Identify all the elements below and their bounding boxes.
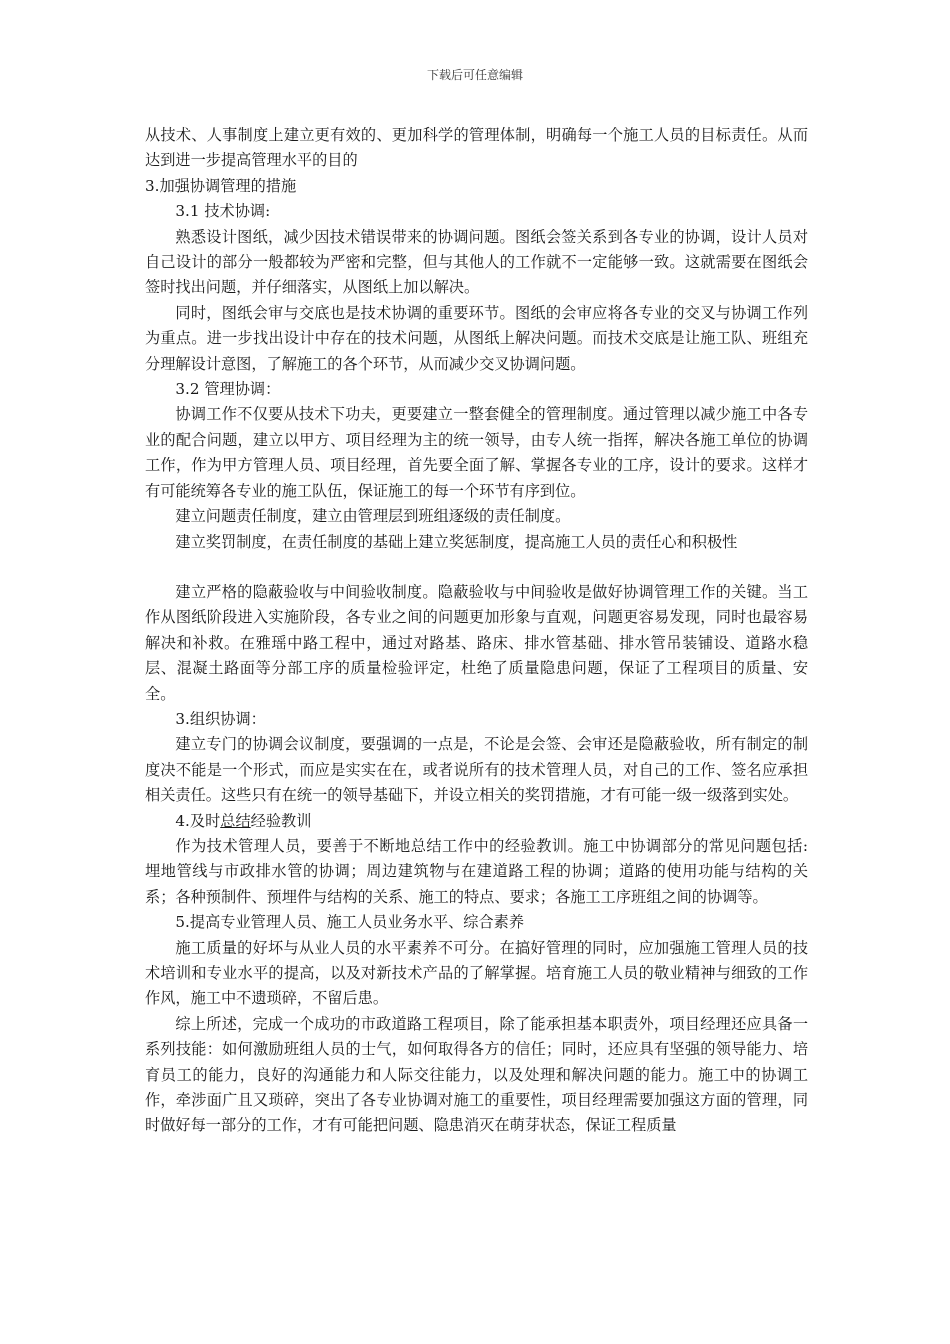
paragraph-conclusion: 综上所述，完成一个成功的市政道路工程项目，除了能承担基本职责外，项目经理还应具备一系列技能：如何激励班组人员的士气，如何取得各方的信任；同时，还应具有坚强的领导能力、培育员工的能力，良好的沟通能力和人际交往能力，以及处理和解决问题的能力。施工中的协调工作，牵涉面广且又琐碎，突出了各专业协调对施工的重要性，项目经理需要加强这方面的管理，同时做好每一部分的工作，才有可能把问题、隐患消灭在萌芽状态，保证工程质量 xyxy=(145,1014,808,1135)
page-header: 下载后可任意编辑 xyxy=(426,68,523,82)
section-heading-3: 3.加强协调管理的措施 xyxy=(145,176,297,195)
paragraph-mgmt-1: 协调工作不仅要从技术下功夫，更要建立一整套健全的管理制度。通过管理以减少施工中各专业的配合问题，建立以甲方、项目经理为主的统一领导，由专人统一指挥，解决各施工单位的协调工作，作为甲方管理人员、项目经理，首先要全面了解、掌握各专业的工序，设计的要求。这样才有可能统筹各专业的施工队伍，保证施工的每一个环节有序到位。 xyxy=(145,405,808,500)
subsection-heading-3-2: 3.2 管理协调： xyxy=(175,380,281,399)
section-heading-5: 5.提高专业管理人员、施工人员业务水平、综合素养 xyxy=(175,913,525,932)
paragraph-skills-1: 施工质量的好坏与从业人员的水平素养不可分。在搞好管理的同时，应加强施工管理人员的技术培训和专业水平的提高，以及对新技术产品的了解掌握。培育施工人员的敬业精神与细致的工作作风，施工中不遗琐碎，不留后患。 xyxy=(145,938,808,1008)
subsection-heading-3-3: 3.组织协调： xyxy=(175,709,266,728)
paragraph-tech-2: 同时，图纸会审与交底也是技术协调的重要环节。图纸的会审应将各专业的交叉与协调工作列为重点。进一步找出设计中存在的技术问题，从图纸上解决问题。而技术交底是让施工队、班组充分理解设计意图，了解施工的各个环节，从而减少交叉协调问题。 xyxy=(145,303,808,373)
document-body xyxy=(145,123,808,1139)
paragraph-tech-1: 熟悉设计图纸，减少因技术错误带来的协调问题。图纸会签关系到各专业的协调，设计人员对自己设计的部分一般都较为严密和完整，但与其他人的工作就不一定能够一致。这就需要在图纸会签时找出问题，并仔细落实，从图纸上加以解决。 xyxy=(145,227,808,297)
paragraph-mgmt-3: 建立奖罚制度，在责任制度的基础上建立奖惩制度，提高施工人员的责任心和积极性 xyxy=(175,532,738,551)
heading-4-link[interactable]: 总结 xyxy=(220,811,251,830)
paragraph-intro: 从技术、人事制度上建立更有效的、更加科学的管理体制，明确每一个施工人员的目标责任。从而达到进一步提高管理水平的目的 xyxy=(145,126,808,170)
paragraph-mgmt-2: 建立问题责任制度，建立由管理层到班组逐级的责任制度。 xyxy=(175,507,571,526)
heading-4-prefix: 4.及时 xyxy=(175,811,221,830)
heading-4-suffix: 经验教训 xyxy=(250,811,312,830)
blank-line xyxy=(145,555,808,580)
section-heading-4 xyxy=(145,809,808,834)
paragraph-mgmt-4: 建立严格的隐蔽验收与中间验收制度。隐蔽验收与中间验收是做好协调管理工作的关键。当工作从图纸阶段进入实施阶段，各专业之间的问题更加形象与直观，问题更容易发现，同时也最容易解决和补救。在雅瑶中路工程中，通过对路基、路床、排水管基础、排水管吊装铺设、道路水稳层、混凝土路面等分部工序的质量检验评定，杜绝了质量隐患问题，保证了工程项目的质量、安全。 xyxy=(145,582,808,703)
subsection-heading-3-1: 3.1 技术协调: xyxy=(175,202,271,221)
paragraph-summary-1: 作为技术管理人员，要善于不断地总结工作中的经验教训。施工中协调部分的常见问题包括: 埋地管线与市政排水管的协调；周边建筑物与在建道路工程的协调；道路的使用功能与结构的关系；各种预制件、预埋件与结构的关系、施工的特点、要求；各施工工序班组之间的协调等。 xyxy=(145,836,808,906)
paragraph-org-1: 建立专门的协调会议制度，要强调的一点是，不论是会签、会审还是隐蔽验收，所有制定的制度决不能是一个形式，而应是实实在在，或者说所有的技术管理人员，对自己的工作、签名应承担相关责任。这些只有在统一的领导基础下，并设立相关的奖罚措施，才有可能一级一级落到实处。 xyxy=(145,735,808,805)
